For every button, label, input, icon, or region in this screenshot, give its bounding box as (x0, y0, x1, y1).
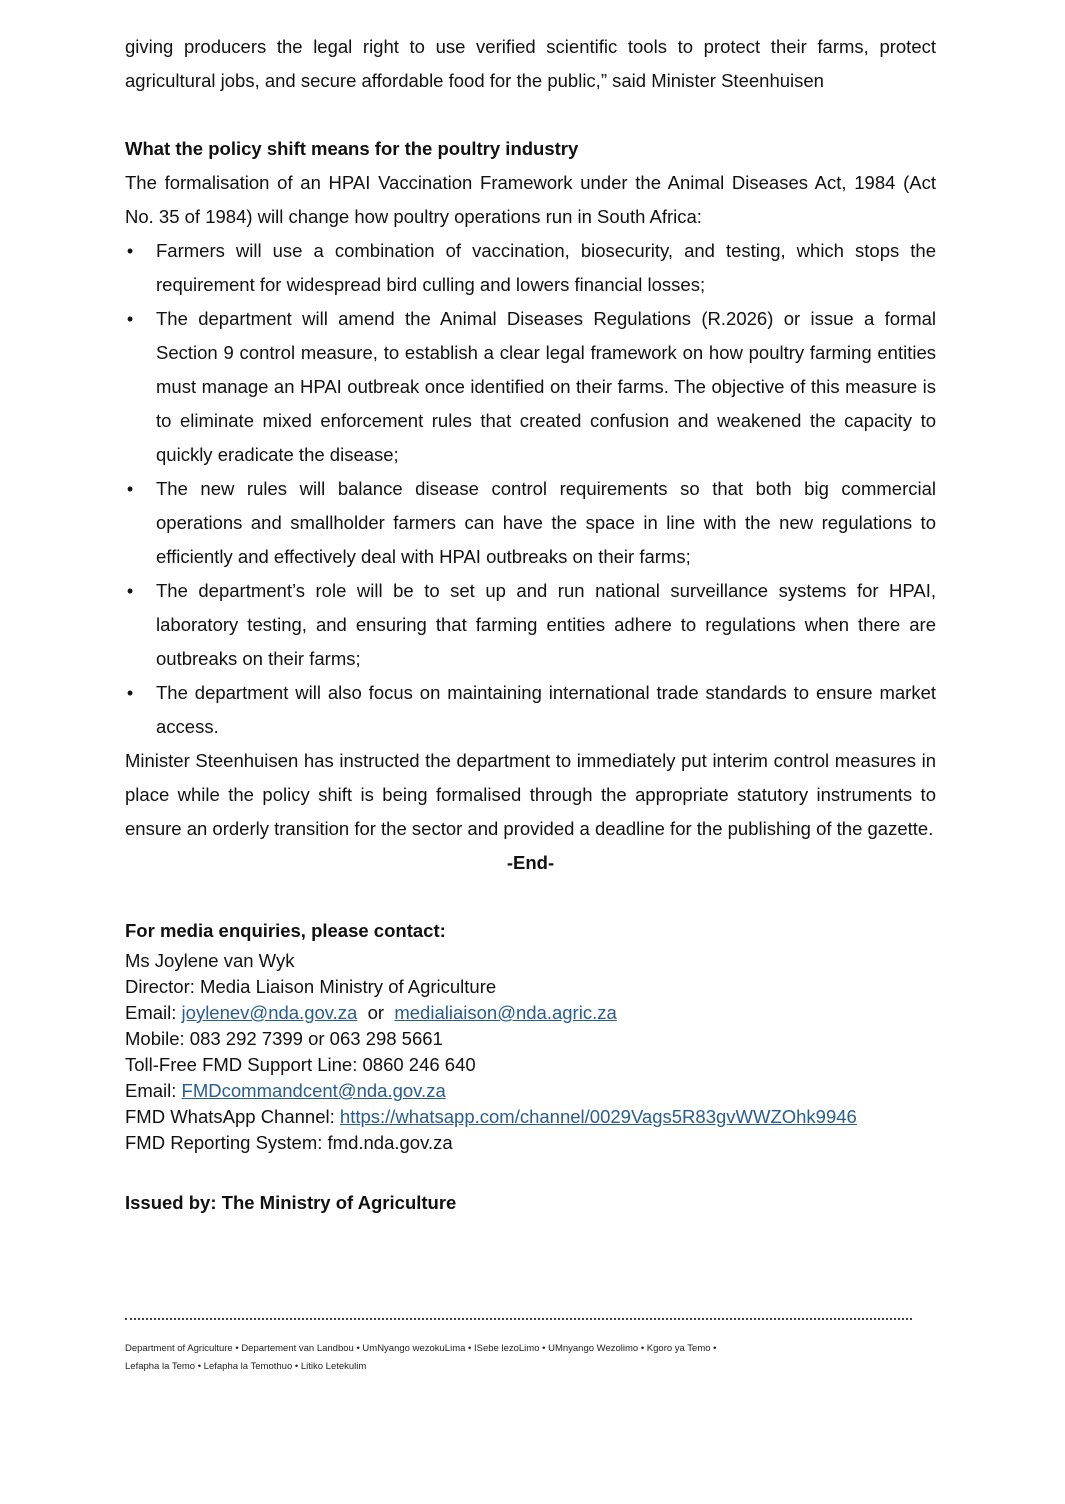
section-heading: What the policy shift means for the poultry industry (125, 138, 579, 159)
contact-title: Director: Media Liaison Ministry of Agriculture (125, 976, 497, 997)
list-item (125, 472, 936, 574)
whatsapp-channel-link[interactable]: https://whatsapp.com/channel/0029Vags5R83gvWWZOhk9946 (339, 1106, 857, 1127)
policy-bullet-list (125, 234, 936, 744)
bullet-text: Farmers will use a combination of vaccination, biosecurity, and testing, which stops the requirement for widespread bird culling and lowers financial losses; (156, 240, 936, 295)
contact-name: Ms Joylene van Wyk (125, 950, 295, 971)
footer-line-2: Lefapha la Temo • Lefapha la Temothuo • Litiko Letekulim (125, 1361, 367, 1372)
email-link-joylenev[interactable]: joylenev@nda.gov.za (181, 1002, 358, 1023)
footer-line-1: Department of Agriculture • Departement van Landbou • UmNyango wezokuLima • ISebe lezoLimo • UMnyango Wezolimo • Kgoro ya Temo • (125, 1343, 717, 1354)
bullet-text: The department’s role will be to set up and run national surveillance systems for HPAI, laboratory testing, and ensuring that farming entities adhere to regulations when there are outbreaks on their farms; (156, 580, 936, 669)
list-item (125, 574, 936, 676)
intro-paragraph: giving producers the legal right to use verified scientific tools to protect their farms, protect agricultural jobs, and secure affordable food for the public,” said Minister Steenhuisen (125, 36, 936, 91)
issued-by: Issued by: The Ministry of Agriculture (125, 1192, 457, 1213)
email-separator: or (357, 1002, 395, 1023)
bullet-icon: • (126, 241, 134, 261)
whatsapp-label: FMD WhatsApp Channel: (125, 1106, 340, 1127)
email-label: Email: (125, 1002, 182, 1023)
list-item (125, 234, 936, 302)
bullet-icon: • (126, 479, 134, 499)
list-item (125, 676, 936, 744)
closing-paragraph: Minister Steenhuisen has instructed the department to immediately put interim control measures in place while the policy shift is being formalised through the appropriate statutory instruments to ensure an orderly transition for the sector and provided a deadline for the publishing of the gazette. (125, 750, 936, 839)
email-link-fmdcommand[interactable]: FMDcommandcent@nda.gov.za (181, 1080, 446, 1101)
media-contact-block (125, 914, 936, 1156)
fmd-reporting: FMD Reporting System: fmd.nda.gov.za (125, 1132, 453, 1153)
page-footer (125, 1318, 912, 1376)
fmd-email-line (125, 1078, 936, 1104)
contact-tollfree: Toll-Free FMD Support Line: 0860 246 640 (125, 1054, 476, 1075)
bullet-text: The new rules will balance disease control requirements so that both big commercial operations and smallholder farmers can have the space in line with the new regulations to efficiently and effectively deal with HPAI outbreaks on their farms; (156, 478, 936, 567)
email-link-medialiaison[interactable]: medialiaison@nda.agric.za (394, 1002, 617, 1023)
bullet-icon: • (126, 581, 134, 601)
bullet-icon: • (126, 683, 134, 703)
fmd-email-label: Email: (125, 1080, 182, 1101)
bullet-icon: • (126, 309, 134, 329)
document-page (125, 30, 936, 1235)
footer-divider (125, 1318, 912, 1320)
bullet-text: The department will also focus on maintaining international trade standards to ensure market access. (156, 682, 936, 737)
end-marker: -End- (506, 852, 555, 873)
section-intro: The formalisation of an HPAI Vaccination Framework under the Animal Diseases Act, 1984 (Act No. 35 of 1984) will change how poultry operations run in South Africa: (125, 172, 936, 227)
bullet-text: The department will amend the Animal Diseases Regulations (R.2026) or issue a formal Section 9 control measure, to establish a clear legal framework on how poultry farming entities must manage an HPAI outbreak once identified on their farms. The objective of this measure is to eliminate mixed enforcement rules that created confusion and weakened the capacity to quickly eradicate the disease; (156, 308, 936, 465)
contact-mobile: Mobile: 083 292 7399 or 063 298 5661 (125, 1028, 443, 1049)
fmd-whatsapp-line (125, 1104, 936, 1130)
contact-heading: For media enquiries, please contact: (125, 920, 446, 941)
list-item (125, 302, 936, 472)
contact-email-line (125, 1000, 936, 1026)
